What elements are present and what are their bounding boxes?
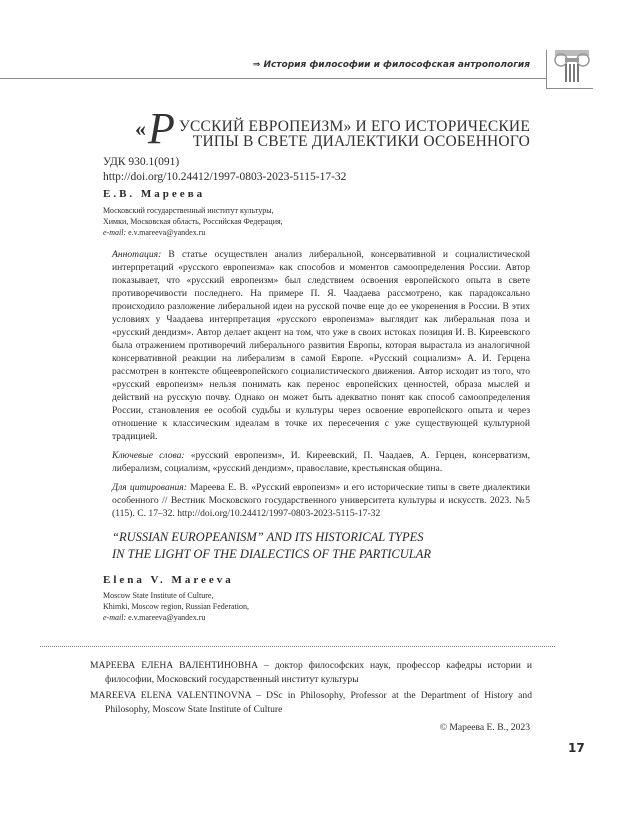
keywords-label: Ключевые слова: [112,450,185,461]
author-bio-en [90,689,532,717]
author-name-ru: Е.В. Мареева [103,188,206,200]
citation [112,481,530,520]
title-en-line-2: IN THE LIGHT OF THE DIALECTICS OF THE PARTICULAR [112,547,432,561]
citation-text: Мареева Е. В. «Русский европеизм» и его исторические типы в свете диалектики особенного // Вестник Московского государственного университета культуры и искусств. 2023. №5 (115). С. 17–32. http://doi.org/10.24412/1997-0803-2023-5115-17-32 [112,482,530,519]
abstract [112,248,530,443]
ionic-column-icon [553,50,591,82]
author-affiliation-ru [103,205,283,238]
header-rule [0,78,546,79]
email-line [103,612,249,623]
abstract-text: В статье осуществлен анализ либеральной, консервативной и социалистической интерпретаций «русского европеизма» как способов и моментов самоопределения России. Автор показывает, что «русский европеизм» был следствием освоения европейского опыта в свете противоречивости последнего. На примере П. Я. Чаадаева рассмотрено, как парадоксально происходило разложение либеральной идеи на русской почве еще до ее укоренения в России. В этих условиях у Чаадаева интерпретация «русского европеизма» выглядит как либеральная поза и «русский дендизм». Автор делает акцент на том, что уже в своих истоках позиция И. В. Киреевского была отражением противоречий либерального развития Европы, которая вырастала из аналогичной консервативной реакции на либерализм в самой Европе. «Русский социализм» А. И. Герцена рассмотрен в контексте общеевропейского социалистического движения. Автор исходит из того, что «русский европеизм» нельзя понимать как перенос европейских ценностей, образа мыслей и действий на русскую почву. Однако он может быть адекватно понят как способ самоопределения России, становления ее особой судьбы и культуры через освоение европейского опыта и через отношение к классическим идеалам в точке их пересечения с уже существующей культурной традицией. [112,249,531,442]
keywords-text: «русский европеизм», И. Киреевский, П. Чаадаев, А. Герцен, консерватизм, либерализм, социализм, «русский дендизм», православие, крестьянская община. [112,450,531,474]
author-bio-ru [90,659,532,687]
abstract-label: Аннотация: [112,249,162,260]
abstract-section [112,248,530,526]
bio-name: MAREEVA ELENA VALENTINOVNA [90,690,252,701]
title-lead [134,104,175,153]
doi-link[interactable]: http://doi.org/10.24412/1997-0803-2023-5115-17-32 [103,171,347,183]
affiliation-line: Московский государственный институт культуры, [103,206,274,215]
footnote-separator [40,646,555,647]
title-lines [179,119,530,150]
affiliation-line: Khimki, Moscow region, Russian Federation, [103,602,249,611]
keywords [112,449,530,475]
page-number: 17 [568,741,585,755]
citation-label: Для цитирования: [112,482,187,493]
email-label: e-mail: [103,228,127,237]
title-line-1: УССКИЙ ЕВРОПЕИЗМ» И ЕГО ИСТОРИЧЕСКИЕ [178,118,530,135]
affiliation-line: Moscow State Institute of Culture, [103,591,214,600]
affiliation-line: Химки, Московская область, Российская Федерация, [103,217,283,226]
title-open-quote: « [134,116,146,141]
bio-text: – DSc in Philosophy, Professor at the Department of History and Philosophy, Moscow State Institute of Culture [105,690,532,715]
email-link[interactable]: e.v.mareeva@yandex.ru [128,228,206,237]
article-title-en [112,529,431,563]
bio-name: МАРЕЕВА ЕЛЕНА ВАЛЕНТИНОВНА [90,660,259,671]
email-line [103,227,283,238]
author-bios [90,659,532,735]
article-title [134,104,530,153]
section-header: ⇒ История философии и философская антропология [252,60,530,70]
email-label: e-mail: [103,613,127,622]
udc-code: УДК 930.1(091) [103,156,180,168]
title-initial: Р [147,104,175,153]
bio-text: – доктор философских наук, профессор кафедры истории и философии, Московский государственный институт культуры [105,660,532,685]
author-name-en: Elena V. Mareeva [103,574,234,586]
title-en-line-1: “RUSSIAN EUROPEANISM” AND ITS HISTORICAL TYPES [112,530,424,544]
author-affiliation-en [103,590,249,623]
journal-logo [546,50,593,89]
email-link[interactable]: e.v.mareeva@yandex.ru [128,613,206,622]
copyright: © Мареева Е. В., 2023 [439,722,530,733]
title-line-2: ТИПЫ В СВЕТЕ ДИАЛЕКТИКИ ОСОБЕННОГО [192,133,530,150]
